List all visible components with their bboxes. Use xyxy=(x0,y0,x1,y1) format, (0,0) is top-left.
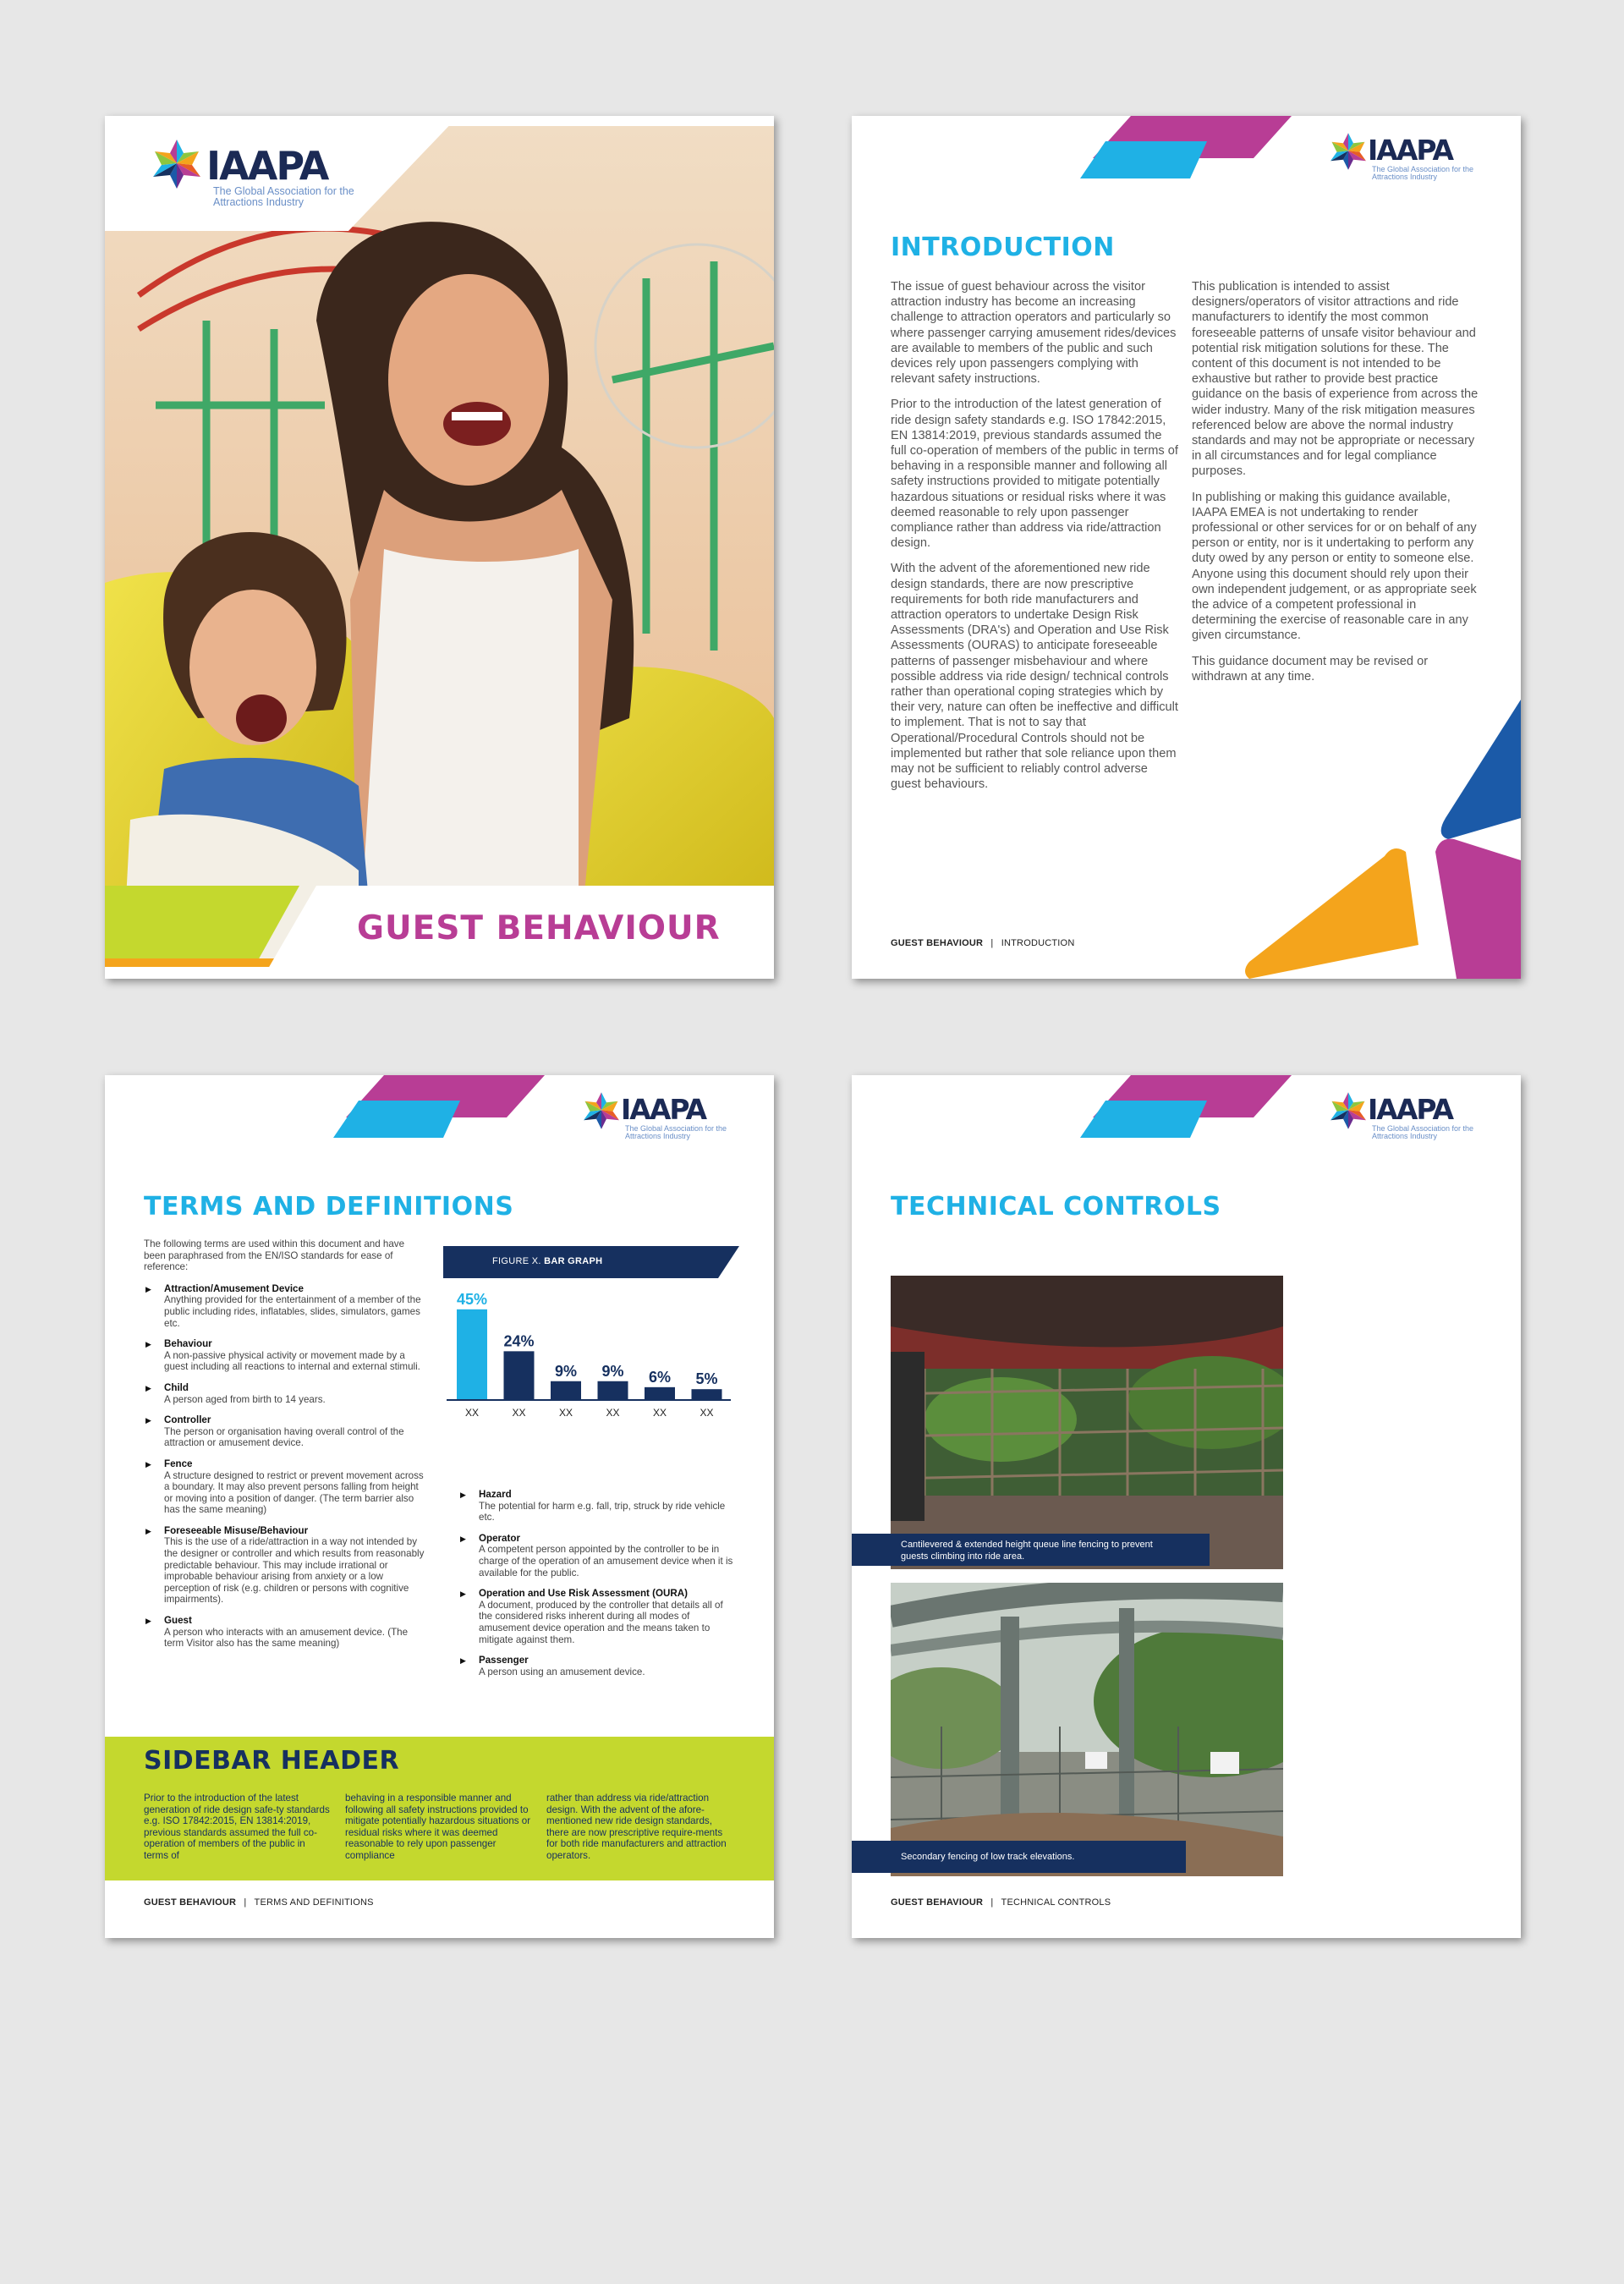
logo-tagline: The Global Association for the Attractions Industry xyxy=(213,185,354,209)
sidebar-col-1: Prior to the introduction of the latest generation of ride design safe-ty standards e.g. ISO 17842:2015, EN 13814:2019, previous standards assumed the full co-operation of members of the public in terms of xyxy=(144,1793,330,1861)
terms-page xyxy=(105,1075,774,1938)
bullet-arrow-icon: ▶ xyxy=(145,1416,151,1425)
page-footer xyxy=(891,938,1074,948)
bullet-arrow-icon: ▶ xyxy=(145,1459,151,1469)
definition-term: Operator xyxy=(479,1532,520,1544)
definition-term: Hazard xyxy=(479,1489,512,1500)
iaapa-star-icon xyxy=(152,140,201,189)
definition-term: Passenger xyxy=(479,1655,529,1666)
introduction-page xyxy=(852,116,1521,979)
footer-section: TERMS AND DEFINITIONS xyxy=(254,1897,374,1908)
logo-wordmark: IAAPA xyxy=(1368,134,1453,167)
definition-item xyxy=(458,1533,738,1578)
page-title: TECHNICAL CONTROLS xyxy=(891,1192,1221,1222)
technical-controls-page xyxy=(852,1075,1521,1938)
footer-separator: | xyxy=(990,938,994,948)
chart-data-label: 6% xyxy=(648,1368,672,1386)
bullet-arrow-icon: ▶ xyxy=(460,1589,466,1599)
iaapa-logo xyxy=(1330,133,1474,187)
logo-tagline: The Global Association for the Attractions Industry xyxy=(1372,1124,1474,1141)
page-footer xyxy=(144,1897,374,1908)
iaapa-star-icon xyxy=(584,1092,619,1129)
chart-data-label: 45% xyxy=(456,1291,488,1308)
logo-wordmark: IAAPA xyxy=(1368,1093,1453,1126)
definition-text: This is the use of a ride/attraction in a way not intended by the designer or controller and which results from reasonably predictable behaviour. This may include irrational or improbable behaviour arising from anxiety or a low perception of risk (e.g. children or persons with cognitive impairments). xyxy=(164,1536,425,1606)
bullet-arrow-icon: ▶ xyxy=(145,1617,151,1626)
chart-category-label: XX xyxy=(700,1407,714,1419)
definition-term: Behaviour xyxy=(164,1338,212,1350)
definition-text: A competent person appointed by the controller to be in charge of the operation of an amusement device when it is available for the public. xyxy=(479,1544,733,1578)
chart-category-label: XX xyxy=(558,1407,573,1419)
footer-doc-title: GUEST BEHAVIOUR xyxy=(891,1897,984,1908)
logo-wordmark: IAAPA xyxy=(206,143,328,189)
photo2-caption-bar xyxy=(852,1841,1186,1873)
iaapa-logo xyxy=(1330,1092,1474,1146)
definition-text: A person using an amusement device. xyxy=(479,1666,645,1677)
definition-text: The potential for harm e.g. fall, trip, struck by ride vehicle etc. xyxy=(479,1500,726,1524)
definition-term: Guest xyxy=(164,1615,192,1627)
iaapa-star-icon xyxy=(1330,1092,1366,1129)
paragraph: Prior to the introduction of the latest generation of ride design safety standards e.g. ISO 17842:2015, EN 13814:2019, previous standards assumed the full co-operation of members of the public in terms of behaving in a responsible manner and following all safety instructions provided to mitigate potentially hazardous situations or residual risks where it was deemed reasonable to rely upon passenger compliance rather than address via ride/attraction design. xyxy=(891,398,1178,551)
chart-data-label: 9% xyxy=(554,1362,578,1380)
figure-label-title: BAR GRAPH xyxy=(544,1256,603,1266)
iaapa-star-icon xyxy=(1330,133,1366,170)
bullet-arrow-icon: ▶ xyxy=(460,1656,466,1666)
sidebar-heading: SIDEBAR HEADER xyxy=(144,1746,400,1776)
figure-label-prefix: FIGURE X. xyxy=(492,1256,541,1266)
chart-data-label: 24% xyxy=(503,1332,535,1350)
definition-term: Child xyxy=(164,1381,189,1393)
bullet-arrow-icon: ▶ xyxy=(145,1284,151,1293)
page-title: TERMS AND DEFINITIONS xyxy=(144,1192,514,1222)
bullet-arrow-icon: ▶ xyxy=(145,1526,151,1535)
logo-wordmark: IAAPA xyxy=(621,1093,706,1126)
chart-bar xyxy=(551,1381,581,1399)
definition-text: A non-passive physical activity or movement made by a guest including all reactions to internal and external stimuli. xyxy=(164,1349,420,1373)
figure-label xyxy=(492,1256,602,1266)
bullet-arrow-icon: ▶ xyxy=(460,1534,466,1543)
definition-text: The person or organisation having overall control of the attraction or amusement device. xyxy=(164,1425,404,1449)
chart-data-label: 9% xyxy=(601,1362,624,1380)
definition-term: Operation and Use Risk Assessment (OURA) xyxy=(479,1588,688,1600)
page-title: INTRODUCTION xyxy=(891,233,1115,262)
iaapa-logo xyxy=(152,140,355,216)
definition-term: Foreseeable Misuse/Behaviour xyxy=(164,1524,309,1536)
track-fencing-photo xyxy=(891,1583,1283,1876)
chart-category-label: XX xyxy=(606,1407,620,1419)
definitions-left xyxy=(144,1238,428,1659)
footer-section: INTRODUCTION xyxy=(1001,938,1075,948)
definition-item xyxy=(458,1489,738,1524)
paragraph: In publishing or making this guidance available, IAAPA EMEA is not undertaking to render professional or other services for or on behalf of any person or entity, nor is it undertaking to perform any duty owed by any person or entity to someone else. Anyone using this document should rely upon their own independent judgement, or as appropriate seek the advice of a competent professional in determining the exercise of reasonable care in any given circumstance. xyxy=(1192,490,1477,643)
chart-category-label: XX xyxy=(652,1407,667,1419)
footer-separator: | xyxy=(990,1897,994,1908)
chart-category-label: XX xyxy=(512,1407,526,1419)
definition-term: Controller xyxy=(164,1414,211,1426)
paragraph: With the advent of the aforementioned new ride design standards, there are now prescriptive requirements for both ride manufacturers and attraction operators to undertake Design Risk Assessments (DRA's) and Operation and Use Risk Assessments (OURAS) to anticipate foreseeable patterns of passenger misbehaviour and where possible address via ride design/ technical controls rather than operational coping strategies which by their very, nature can often be ineffective and difficult to implement. That is not to say that Operational/Procedural Controls should not be implemented but rather that sole reliance upon them may not be sufficient to reliably control adverse guest behaviours. xyxy=(891,562,1178,792)
paragraph: This publication is intended to assist designers/operators of visitor attractions and ride manufacturers to identify the most common foreseeable patterns of unsafe visitor behaviour and potential risk mitigation solutions for these. The content of this document is not intended to be exhaustive but rather to provide best practice guidance on the basis of experience from across the wider industry. Many of the risk mitigation measures referenced below are above the normal industry standards and may not be appropriate or necessary in all circumstances and for legal compliance purposes. xyxy=(1192,280,1479,479)
intro-right-column xyxy=(1192,279,1481,695)
bullet-arrow-icon: ▶ xyxy=(145,1383,151,1392)
bullet-arrow-icon: ▶ xyxy=(460,1491,466,1499)
definition-term: Fence xyxy=(164,1458,193,1469)
paragraph: The issue of guest behaviour across the visitor attraction industry has become an increasing challenge to attraction operators and particularly so where passenger carrying amusement rides/devices are available to members of the public and such devices rely upon passengers complying with relevant safety instructions. xyxy=(891,280,1177,387)
definition-item xyxy=(144,1458,428,1516)
chart-bar xyxy=(457,1309,487,1399)
definition-item xyxy=(144,1414,428,1449)
logo-tagline: The Global Association for the Attractions Industry xyxy=(1372,165,1474,182)
cover-title: GUEST BEHAVIOUR xyxy=(357,909,721,947)
paragraph: This guidance document may be revised or withdrawn at any time. xyxy=(1192,654,1429,684)
definition-item xyxy=(144,1283,428,1329)
footer-separator: | xyxy=(244,1897,247,1908)
photo1-caption-bar xyxy=(852,1534,1210,1566)
footer-section: TECHNICAL CONTROLS xyxy=(1001,1897,1111,1908)
definition-text: A structure designed to restrict or prevent movement across a boundary. It may also prevent persons falling from height or moving into a position of danger. (The term barrier also has the same meaning) xyxy=(164,1469,424,1516)
definition-text: A person aged from birth to 14 years. xyxy=(164,1393,326,1405)
bar-chart xyxy=(443,1291,739,1426)
queue-line-fencing-photo xyxy=(891,1276,1283,1569)
definitions-intro: The following terms are used within this document and have been paraphrased from the EN/ISO standards for ease of reference: xyxy=(144,1238,405,1273)
bullet-arrow-icon: ▶ xyxy=(145,1340,151,1349)
chart-data-label: 5% xyxy=(695,1370,718,1388)
definition-item xyxy=(458,1588,738,1645)
definition-item xyxy=(458,1655,738,1677)
cover-page xyxy=(105,116,774,979)
corner-triangles xyxy=(1224,700,1521,979)
chart-bar xyxy=(504,1351,535,1399)
intro-left-column xyxy=(891,279,1180,803)
sidebar-col-3: rather than address via ride/attraction design. With the advent of the afore-mentioned new ride design standards, there are now prescriptive require-ments for both ride manufacturers and attraction operators. xyxy=(546,1793,727,1861)
page-footer xyxy=(891,1897,1111,1908)
definition-item xyxy=(144,1615,428,1650)
photo2-caption: Secondary fencing of low track elevations. xyxy=(901,1852,1075,1862)
definition-item xyxy=(144,1382,428,1405)
sidebar-col-2: behaving in a responsible manner and following all safety instructions provided to mitigate potentially hazardous situations or residual risks where it was deemed reasonable to rely upon passenger compliance xyxy=(345,1793,531,1861)
definition-text: A person who interacts with an amusement device. (The term Visitor also has the same meaning) xyxy=(164,1626,409,1650)
logo-tagline: The Global Association for the Attractions Industry xyxy=(625,1124,727,1141)
definition-term: Attraction/Amusement Device xyxy=(164,1282,304,1294)
definition-text: Anything provided for the entertainment of a member of the public including rides, inflatables, slides, simulators, games etc. xyxy=(164,1294,421,1329)
chart-bar xyxy=(692,1389,722,1399)
chart-bar xyxy=(645,1387,675,1399)
footer-doc-title: GUEST BEHAVIOUR xyxy=(891,938,984,948)
definition-item xyxy=(144,1338,428,1373)
definition-text: A document, produced by the controller that details all of the considered risks inherent during all modes of amusement device operation and the means taken to mitigate against them. xyxy=(479,1599,723,1645)
definition-item xyxy=(144,1525,428,1606)
iaapa-logo xyxy=(584,1092,727,1146)
chart-bar xyxy=(598,1381,628,1399)
family-on-ride-photo xyxy=(105,126,774,979)
photo1-caption: Cantilevered & extended height queue line fencing to prevent guests climbing into ride area. xyxy=(901,1540,1153,1562)
definitions-right xyxy=(458,1489,738,1687)
footer-doc-title: GUEST BEHAVIOUR xyxy=(144,1897,237,1908)
chart-category-label: XX xyxy=(464,1407,480,1419)
